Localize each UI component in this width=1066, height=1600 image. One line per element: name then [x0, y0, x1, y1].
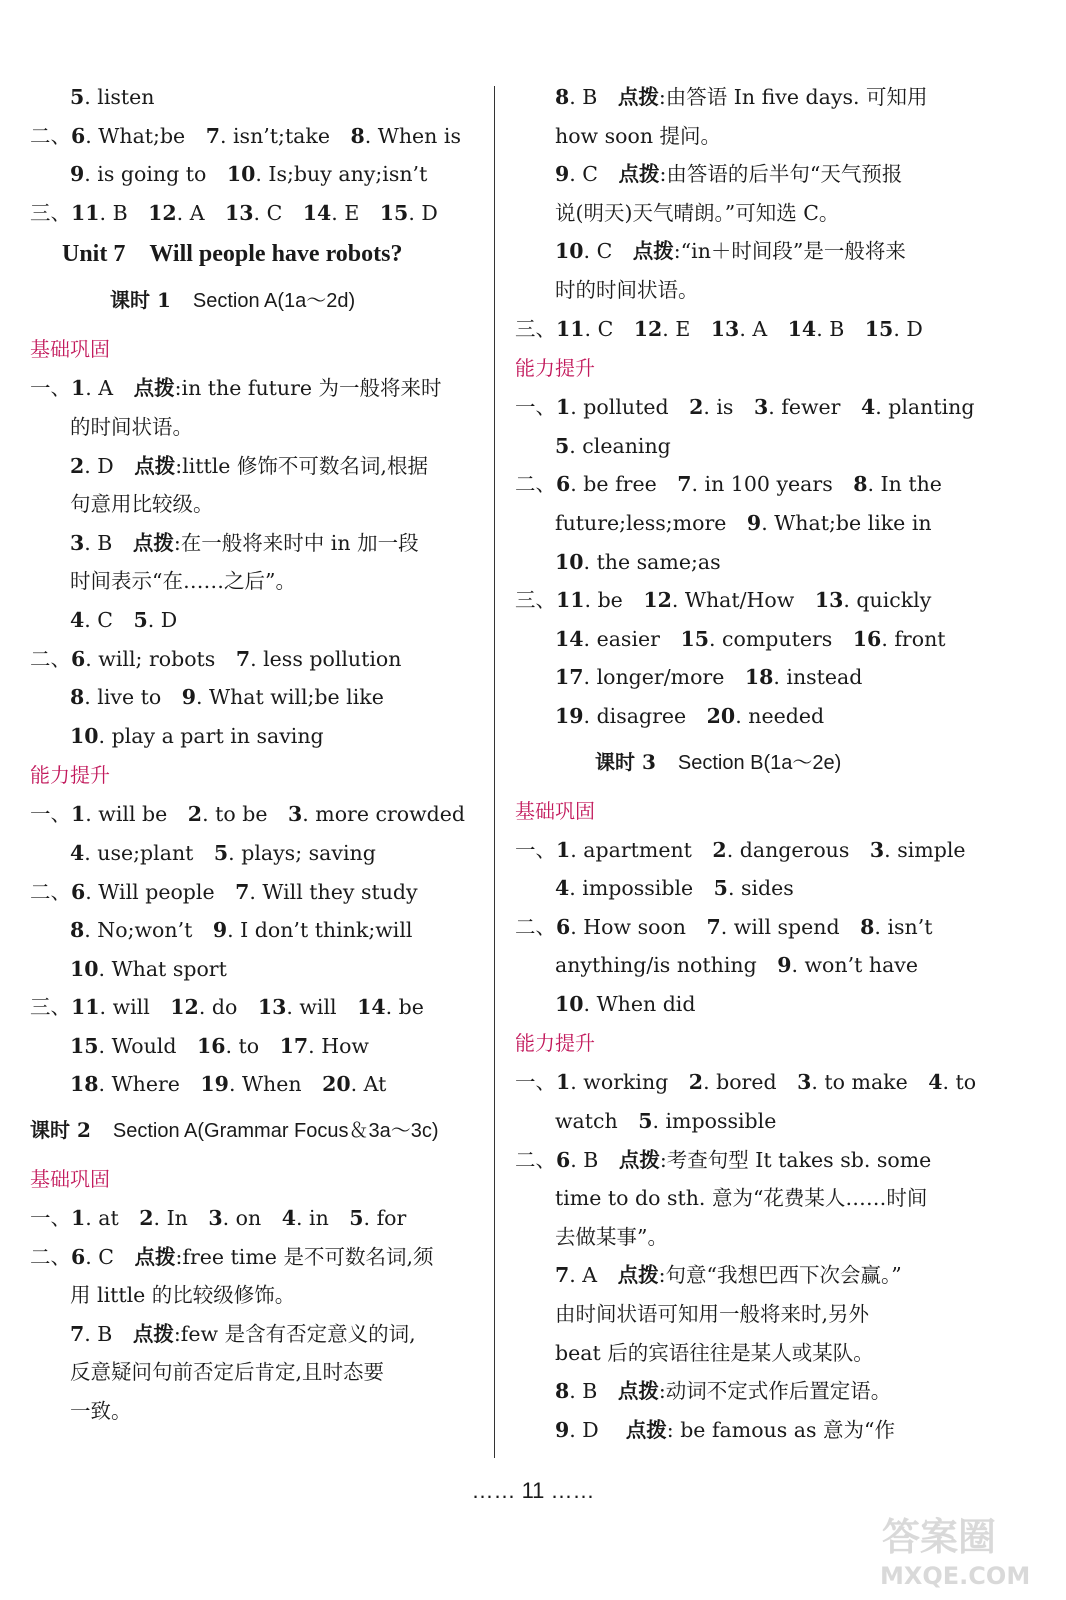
answer-line: 7. A 点拨:句意“我想巴西下次会赢。” — [555, 1263, 902, 1288]
answer-line: 三、11. C 12. E 13. A 14. B 15. D — [515, 316, 923, 341]
answer-line: 8. No;won’t 9. I don’t think;will — [70, 918, 413, 943]
left-column — [30, 78, 485, 1431]
category-heading: 基础巩固 — [515, 798, 595, 823]
answer-line: 三、11. be 12. What/How 13. quickly — [515, 588, 932, 613]
watermark-logo — [872, 1502, 1052, 1592]
lesson-heading — [515, 742, 965, 783]
answer-line: 5. listen — [70, 85, 155, 109]
answer-line: 由时间状语可知用一般将来时,另外 — [555, 1302, 870, 1327]
answer-line: 2. D 点拨:little 修饰不可数名词,根据 — [70, 453, 428, 478]
unit-title: Unit 7 Will people have robots? — [62, 241, 403, 268]
answer-line: 一、1. working 2. bored 3. to make 4. to — [515, 1070, 977, 1095]
answer-line: time to do sth. 意为“花费某人……时间 — [555, 1186, 928, 1211]
answer-line: 8. live to 9. What will;be like — [70, 685, 384, 710]
answer-line: 一、1. A 点拨:in the future 为一般将来时 — [30, 376, 442, 401]
answer-line: 4. C 5. D — [70, 607, 178, 632]
answer-line: 三、11. will 12. do 13. will 14. be — [30, 995, 424, 1020]
answer-line: 反意疑问句前否定后肯定,且时态要 — [70, 1360, 385, 1385]
answer-line: how soon 提问。 — [555, 123, 722, 148]
answer-line: 9. is going to 10. Is;buy any;isn’t — [70, 162, 428, 187]
column-divider — [494, 86, 495, 1458]
answer-line: 19. disagree 20. needed — [555, 703, 825, 728]
answer-line: 二、6. be free 7. in 100 years 8. In the — [515, 472, 942, 497]
answer-line: 二、6. What;be 7. isn’t;take 8. When is — [30, 123, 461, 148]
answer-line: 10. play a part in saving — [70, 723, 324, 748]
answer-line: watch 5. impossible — [555, 1109, 777, 1134]
answer-line: 10. C 点拨:“in＋时间段”是一般将来 — [555, 239, 906, 264]
category-heading: 能力提升 — [515, 1031, 595, 1056]
answer-line: 二、6. will; robots 7. less pollution — [30, 646, 402, 671]
answer-line: 5. cleaning — [555, 433, 671, 458]
answer-line: 8. B 点拨:动词不定式作后置定语。 — [555, 1379, 892, 1404]
svg-text:MXQE.COM: MXQE.COM — [880, 1562, 1031, 1590]
answer-line: 一致。 — [70, 1399, 132, 1424]
category-heading: 能力提升 — [30, 763, 110, 788]
answer-line: beat 后的宾语往往是某人或某队。 — [555, 1340, 874, 1365]
answer-line: 时的时间状语。 — [555, 277, 699, 302]
lesson-heading — [30, 1110, 485, 1151]
right-column — [515, 78, 977, 1449]
answer-line: 3. B 点拨:在一般将来时中 in 加一段 — [70, 530, 419, 555]
answer-line: 一、1. will be 2. to be 3. more crowded — [30, 802, 466, 827]
answer-line: 去做某事”。 — [555, 1224, 668, 1249]
answer-line: future;less;more 9. What;be like in — [555, 510, 932, 535]
answer-line: 18. Where 19. When 20. At — [70, 1072, 387, 1097]
answer-line: 10. the same;as — [555, 549, 721, 574]
answer-line: 用 little 的比较级修饰。 — [70, 1283, 296, 1308]
answer-line: 时间表示“在……之后”。 — [70, 569, 296, 594]
answer-line: 一、1. apartment 2. dangerous 3. simple — [515, 837, 966, 862]
page-number: …… 11 …… — [471, 1478, 595, 1503]
lesson-heading — [30, 280, 485, 321]
category-heading: 基础巩固 — [30, 337, 110, 362]
lesson-number: 课时 2 — [30, 1118, 91, 1143]
lesson-number: 课时 1 — [110, 288, 171, 313]
answer-line: 10. When did — [555, 991, 696, 1016]
answer-line: 9. C 点拨:由答语的后半句“天气预报 — [555, 162, 903, 187]
answer-line: 二、6. C 点拨:free time 是不可数名词,须 — [30, 1244, 434, 1269]
answer-line: 8. B 点拨:由答语 In five days. 可知用 — [555, 85, 928, 109]
answer-line: 14. easier 15. computers 16. front — [555, 626, 946, 651]
answer-line: 15. Would 16. to 17. How — [70, 1033, 369, 1058]
lesson-number: 课时 3 — [595, 749, 656, 774]
answer-line: 的时间状语。 — [70, 414, 193, 439]
answer-line: 7. B 点拨:few 是含有否定意义的词, — [70, 1321, 416, 1346]
answer-line: 17. longer/more 18. instead — [555, 665, 863, 690]
answer-line: 说(明天)天气晴朗。”可知选 C。 — [555, 200, 840, 225]
answer-line: 一、1. at 2. In 3. on 4. in 5. for — [30, 1206, 407, 1231]
lesson-section: Section A(Grammar Focus＆3a～3c) — [112, 1120, 439, 1143]
answer-line: 4. use;plant 5. plays; saving — [70, 840, 376, 865]
answer-line: 9. D 点拨: be famous as 意为“作 — [555, 1417, 896, 1442]
answer-line: 一、1. polluted 2. is 3. fewer 4. planting — [515, 395, 975, 420]
answer-line: 二、6. Will people 7. Will they study — [30, 879, 418, 904]
category-heading: 基础巩固 — [30, 1167, 110, 1192]
answer-line: anything/is nothing 9. won’t have — [555, 953, 919, 978]
watermark-logo-text: 答案圈 — [882, 1515, 997, 1559]
lesson-section: Section A(1a～2d) — [192, 290, 356, 313]
answer-line: 三、11. B 12. A 13. C 14. E 15. D — [30, 200, 438, 225]
lesson-section: Section B(1a～2e) — [677, 751, 842, 774]
category-heading: 能力提升 — [515, 356, 595, 381]
answer-line: 句意用比较级。 — [70, 492, 214, 517]
answer-line: 4. impossible 5. sides — [555, 876, 794, 901]
answer-line: 10. What sport — [70, 956, 227, 981]
answer-line: 二、6. How soon 7. will spend 8. isn’t — [515, 914, 933, 939]
answer-line: 二、6. B 点拨:考查句型 It takes sb. some — [515, 1147, 932, 1172]
